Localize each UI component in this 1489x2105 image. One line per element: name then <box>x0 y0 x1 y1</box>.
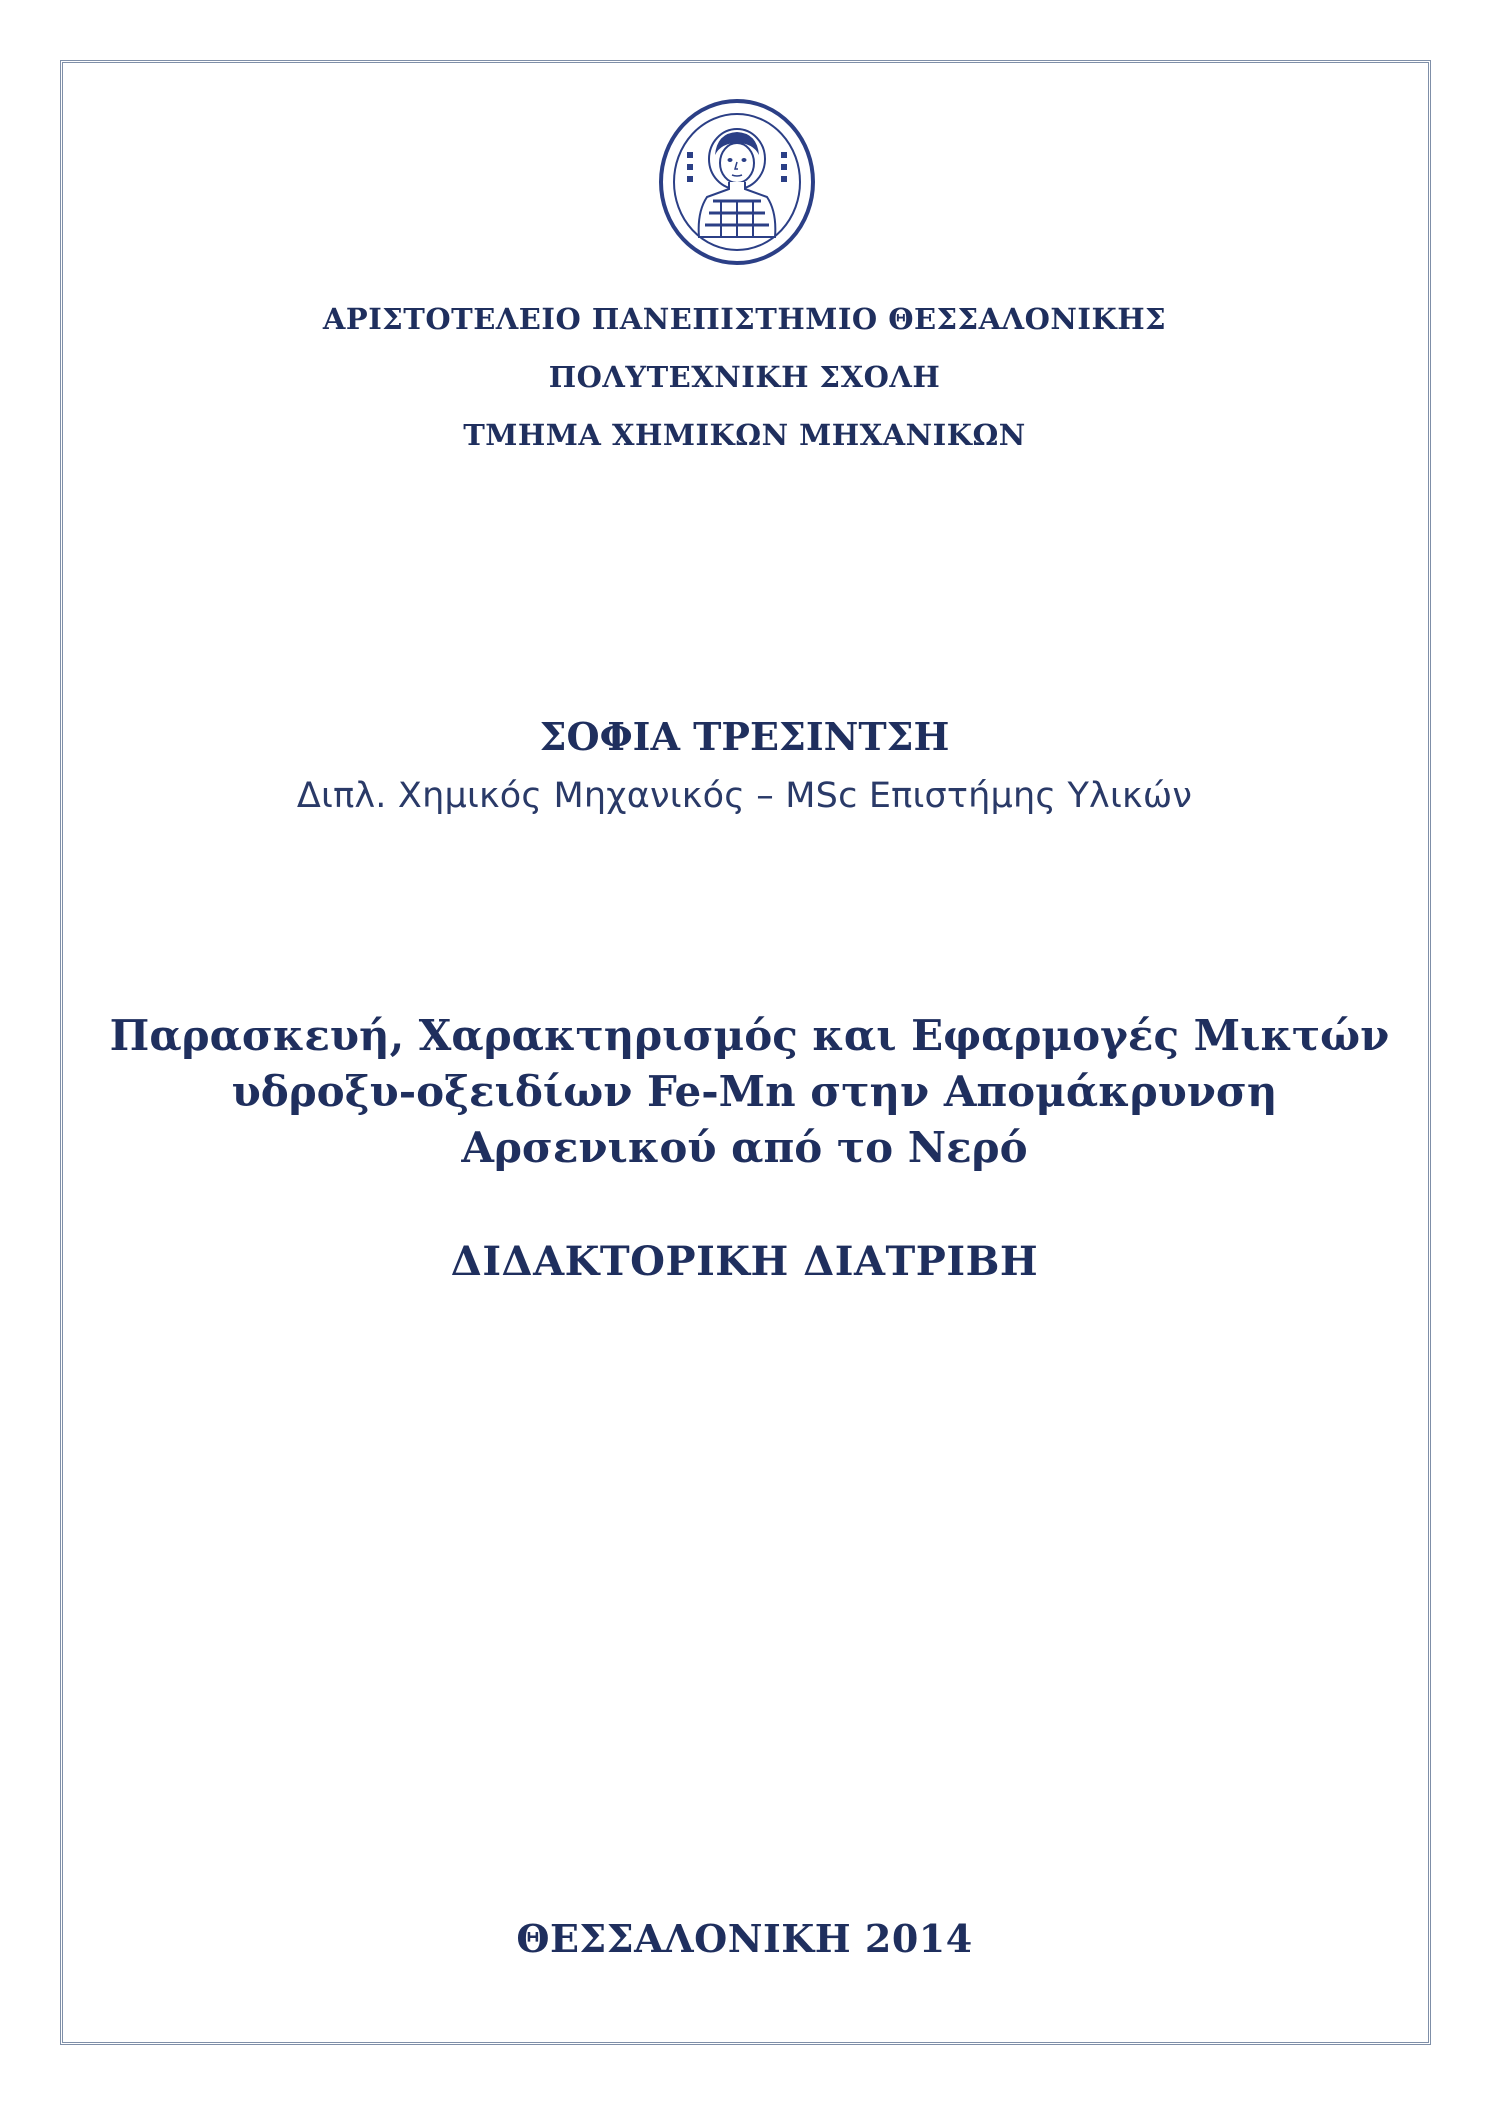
document-type-block <box>0 1236 1489 1288</box>
author-name: ΣΟΦΙΑ ΤΡΕΣΙΝΤΣΗ <box>539 714 950 759</box>
thesis-title-line-2: υδροξυ-οξειδίων Fe-Mn στην Απομάκρυνση <box>231 1067 1278 1116</box>
university-name: ΑΡΙΣΤΟΤΕΛΕΙΟ ΠΑΝΕΠΙΣΤΗΜΙΟ ΘΕΣΣΑΛΟΝΙΚΗΣ <box>322 302 1167 336</box>
author-block <box>0 712 1489 820</box>
department-name: ΤΜΗΜΑ ΧΗΜΙΚΩΝ ΜΗΧΑΝΙΚΩΝ <box>463 418 1026 452</box>
author-credentials: Διπλ. Χημικός Μηχανικός – MSc Επιστήμης Υλικών <box>296 776 1193 816</box>
thesis-title-line-1: Παρασκευή, Χαρακτηρισμός και Εφαρμογές Μικτών <box>109 1011 1390 1060</box>
document-type: ΔΙΔΑΚΤΟΡΙΚΗ ΔΙΑΤΡΙΒΗ <box>450 1238 1039 1285</box>
city-year: ΘΕΣΣΑΛΟΝΙΚΗ 2014 <box>516 1916 973 1961</box>
thesis-title-line-3: Αρσενικού από το Νερό <box>461 1123 1028 1172</box>
institution-header <box>0 297 1489 457</box>
school-name: ΠΟΛΥΤΕΧΝΙΚΗ ΣΧΟΛΗ <box>548 360 941 394</box>
footer-block <box>0 1914 1489 1964</box>
thesis-title <box>0 1008 1489 1176</box>
university-seal-icon <box>657 97 817 267</box>
